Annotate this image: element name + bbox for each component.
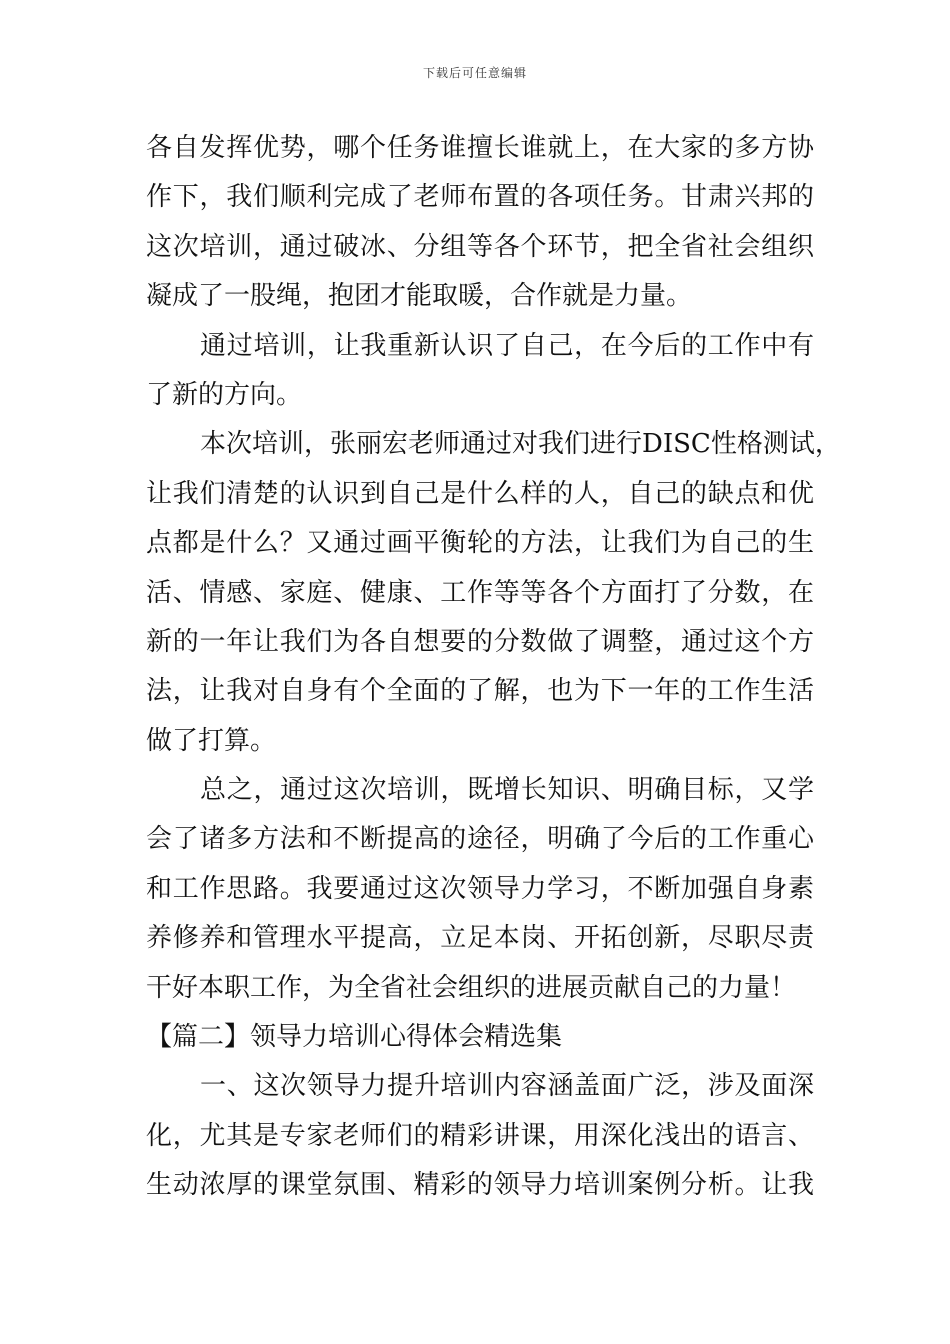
section-heading: 【篇二】领导力培训心得体会精选集 xyxy=(146,1022,563,1053)
paragraph-line: 新的一年让我们为各自想要的分数做了调整，通过这个方 xyxy=(146,626,814,657)
paragraph-line: 活、情感、家庭、健康、工作等等各个方面打了分数，在 xyxy=(146,577,814,608)
header-note: 下载后可任意编辑 xyxy=(422,66,527,80)
paragraph-line: 了新的方向。 xyxy=(146,379,303,410)
paragraph-line: 点都是什么？又通过画平衡轮的方法，让我们为自己的生 xyxy=(146,528,814,559)
paragraph-line: 生动浓厚的课堂氛围、精彩的领导力培训案例分析。让我 xyxy=(146,1170,814,1201)
paragraph-line: 这次培训，通过破冰、分组等各个环节，把全省社会组织 xyxy=(146,231,814,262)
paragraph-line: 作下，我们顺利完成了老师布置的各项任务。甘肃兴邦的 xyxy=(146,182,814,213)
paragraph-line: 法，让我对自身有个全面的了解，也为下一年的工作生活 xyxy=(146,676,814,707)
paragraph-line: 化，尤其是专家老师们的精彩讲课，用深化浅出的语言、 xyxy=(146,1120,814,1151)
paragraph-line: 会了诸多方法和不断提高的途径，明确了今后的工作重心 xyxy=(146,824,814,855)
paragraph-line: 凝成了一股绳，抱团才能取暖，合作就是力量。 xyxy=(146,281,693,312)
paragraph-line: 和工作思路。我要通过这次领导力学习，不断加强自身素 xyxy=(146,873,814,904)
paragraph-line: 干好本职工作，为全省社会组织的进展贡献自己的力量！ xyxy=(146,972,797,1003)
paragraph-line: 养修养和管理水平提高，立足本岗、开拓创新，尽职尽责 xyxy=(146,923,814,954)
paragraph-first-line: 一、这次领导力提升培训内容涵盖面广泛，涉及面深 xyxy=(200,1071,814,1102)
paragraph-first-line: 本次培训，张丽宏老师通过对我们进行DISC性格测试， xyxy=(200,429,841,460)
paragraph-first-line: 通过培训，让我重新认识了自己，在今后的工作中有 xyxy=(200,330,814,361)
paragraph-first-line: 总之，通过这次培训，既增长知识、明确目标，又学 xyxy=(200,775,814,806)
paragraph-line: 做了打算。 xyxy=(146,725,277,756)
paragraph-line: 让我们清楚的认识到自己是什么样的人，自己的缺点和优 xyxy=(146,478,814,509)
paragraph-line: 各自发挥优势，哪个任务谁擅长谁就上，在大家的多方协 xyxy=(146,133,814,163)
document-body xyxy=(146,124,841,1211)
